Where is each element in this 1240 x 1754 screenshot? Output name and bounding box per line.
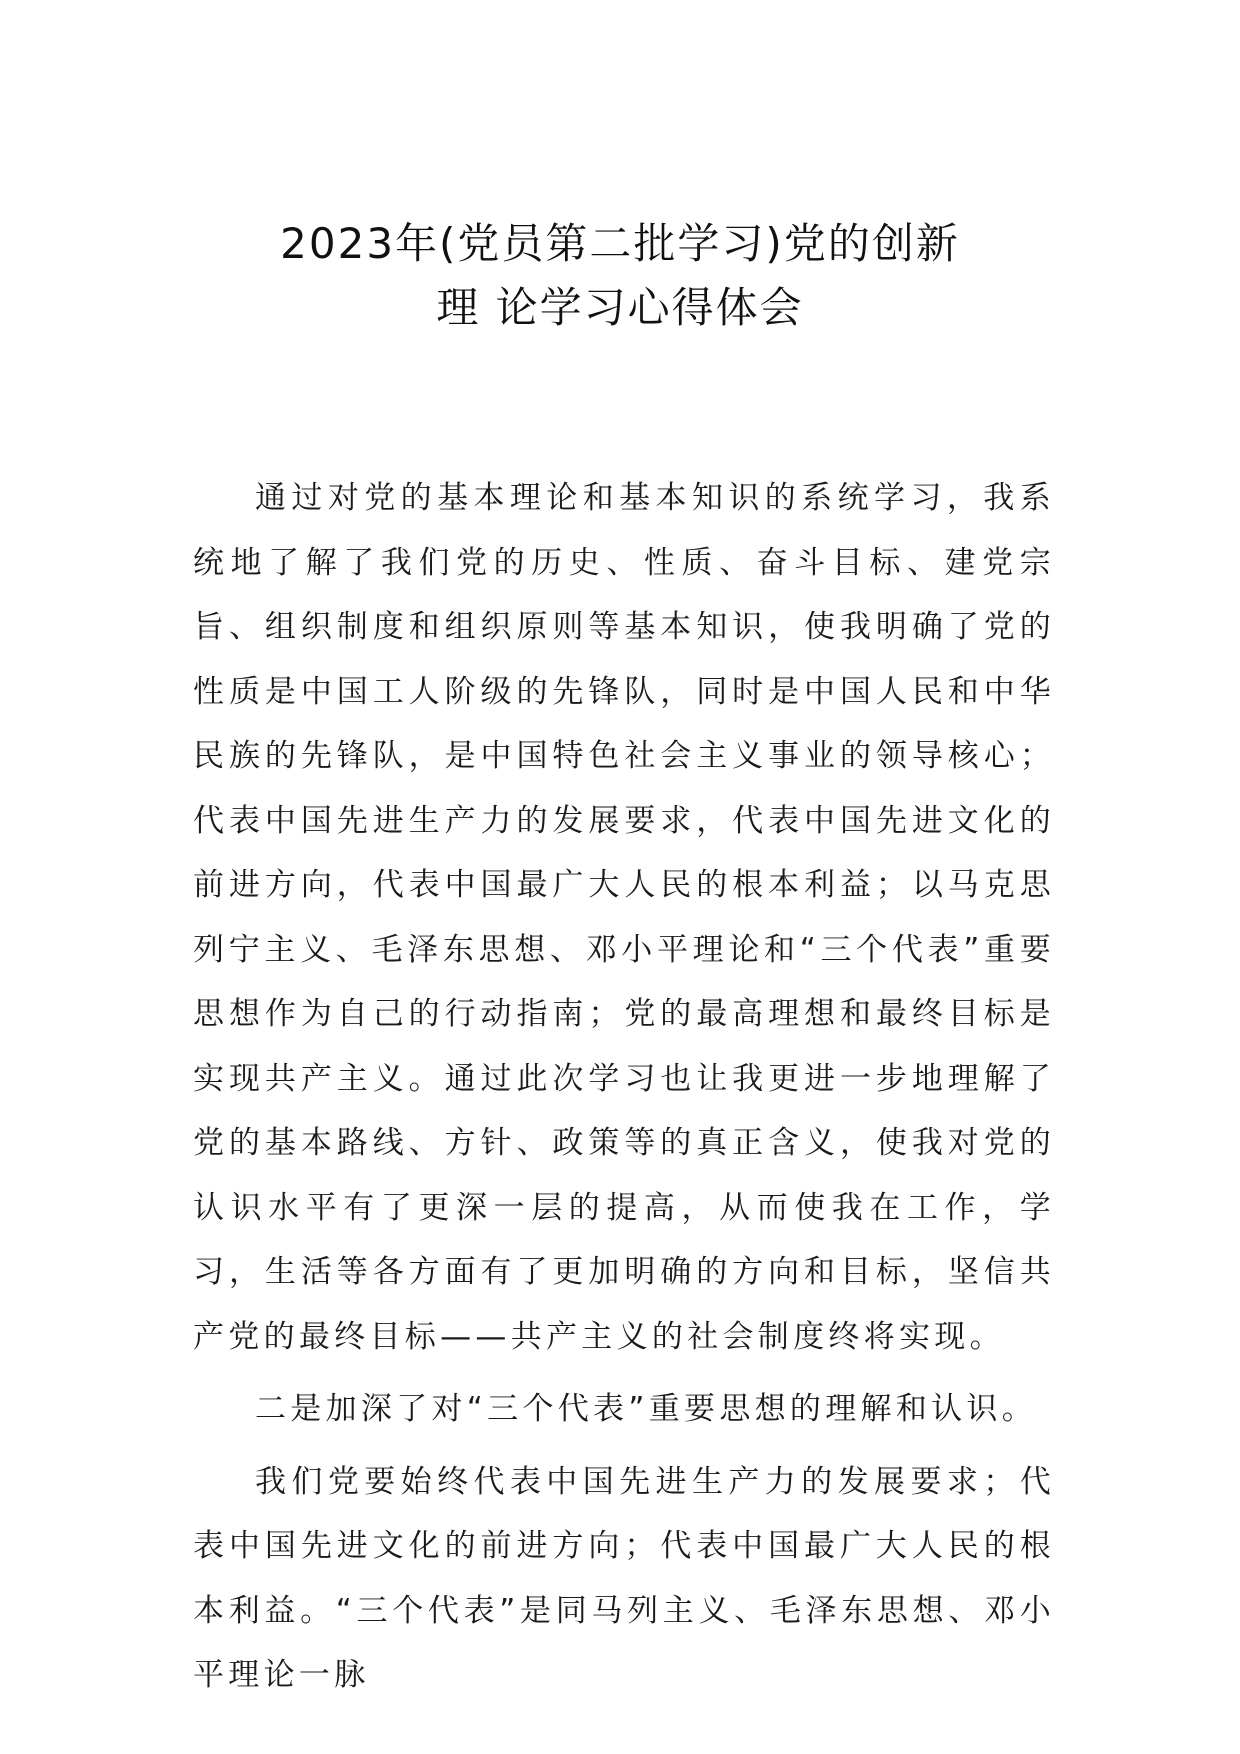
paragraph-study-summary: 通过对党的基本理论和基本知识的系统学习，我系统地了解了我们党的历史、性质、奋斗目标、建党宗旨、组织制度和组织原则等基本知识，使我明确了党的性质是中国工人阶级的先锋队，同时是中国人民和中华民族的先锋队，是中国特色社会主义事业的领导核心；代表中国先进生产力的发展要求，代表中国先进文化的前进方向，代表中国最广大人民的根本利益；以马克思列宁主义、毛泽东思想、邓小平理论和“三个代表”重要思想作为自己的行动指南；党的最高理想和最终目标是实现共产主义。通过此次学习也让我更进一步地理解了党的基本路线、方针、政策等的真正含义，使我对党的认识水平有了更深一层的提高，从而使我在工作，学习，生活等各方面有了更加明确的方向和目标，坚信共产党的最终目标——共产主义的社会制度终将实现。 [193, 480, 1055, 1355]
document-title [0, 212, 1240, 340]
paragraph-three-represents-body: 我们党要始终代表中国先进生产力的发展要求；代表中国先进文化的前进方向；代表中国最广大人民的根本利益。“三个代表”是同马列主义、毛泽东思想、邓小平理论一脉 [193, 1463, 1055, 1693]
title-line-2: 理 论学习心得体会 [436, 283, 804, 332]
title-line-1: 2023年(党员第二批学习)党的创新 [280, 219, 960, 268]
paragraph-three-represents-heading: 二是加深了对“三个代表”重要思想的理解和认识。 [255, 1391, 1038, 1427]
document-body [193, 466, 1055, 1708]
